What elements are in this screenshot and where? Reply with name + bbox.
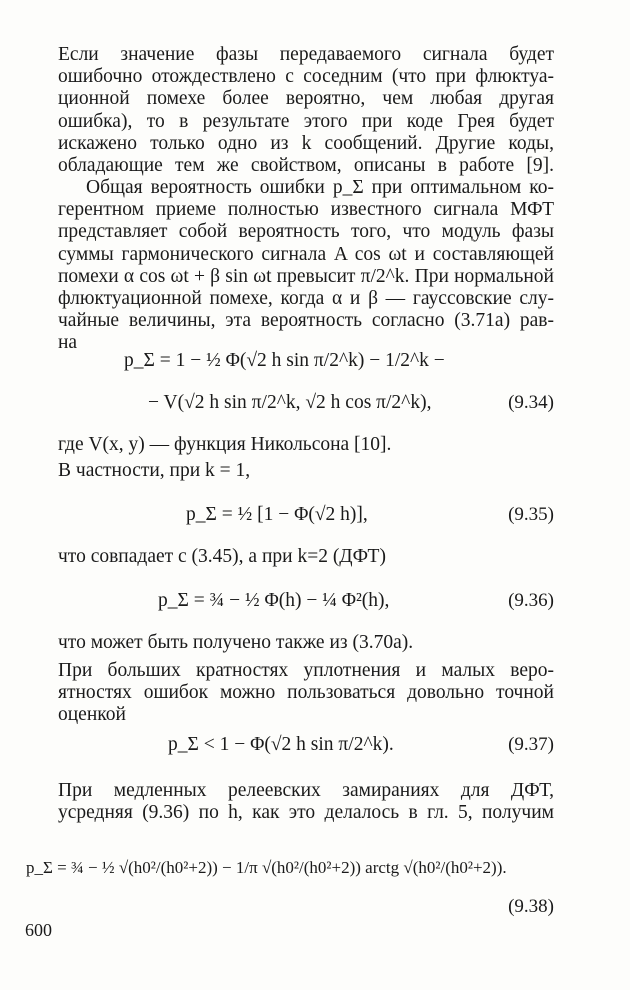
equation-number: (9.35) xyxy=(508,504,554,525)
text-line: В частности, при k = 1, xyxy=(58,460,251,481)
equation-9-37: p_Σ < 1 − Φ(√2 h sin π/2^k). xyxy=(168,734,394,755)
text-line: флюктуационной помехе, когда α и β — гауссовские слу- xyxy=(58,288,554,310)
equation-number: (9.36) xyxy=(508,590,554,611)
text-line: обладающие тем же свойством, описаны в работе [9]. xyxy=(58,155,554,177)
nicholson-function-line xyxy=(58,434,554,456)
text-line: оценкой xyxy=(58,704,126,726)
text-line: суммы гармонического сигнала A cos ωt и составляющей xyxy=(58,243,554,265)
equation-number: (9.38) xyxy=(508,896,554,917)
text-line: ционной помехе более вероятно, чем любая другая xyxy=(58,88,554,110)
text-line: Общая вероятность ошибки p_Σ при оптимальном ко- xyxy=(86,177,554,198)
equation-number: (9.34) xyxy=(508,392,554,413)
obtained-line xyxy=(58,632,554,654)
page-number: 600 xyxy=(25,920,52,940)
equation-9-34-line-2: − V(√2 h sin π/2^k, √2 h cos π/2^k), xyxy=(148,392,432,413)
text-line: герентном приеме полностью известного сигнала МФТ xyxy=(58,199,554,221)
text-line: ошибочно отождествлено с соседним (что при флюктуа- xyxy=(58,66,554,88)
paragraph-rayleigh xyxy=(58,780,554,824)
equation-9-35: p_Σ = ½ [1 − Φ(√2 h)], xyxy=(186,504,368,525)
paragraph-gray-code xyxy=(58,44,554,177)
text-line: помехи α cos ωt + β sin ωt превысит π/2^k. При нормальной xyxy=(58,265,554,287)
text-line: что совпадает с (3.45), а при k=2 (ДФТ) xyxy=(58,546,386,567)
text-line: При медленных релеевских замираниях для ДФТ, xyxy=(58,780,554,801)
paragraph-estimate xyxy=(58,660,554,727)
text-line: где V(x, y) — функция Никольсона [10]. xyxy=(58,434,392,455)
text-line: ятностях ошибок можно пользоваться довольно точной xyxy=(58,682,554,704)
text-line: что может быть получено также из (3.70а). xyxy=(58,632,414,653)
paragraph-error-probability xyxy=(58,177,554,355)
text-line: ошибка), то в результате этого при коде Грея будет xyxy=(58,110,554,132)
particular-case-line xyxy=(58,460,554,482)
text-line: на xyxy=(58,332,78,354)
coincides-line xyxy=(58,546,554,568)
equation-9-34-line-1: p_Σ = 1 − ½ Φ(√2 h sin π/2^k) − 1/2^k − xyxy=(124,350,445,371)
text-line: искажено только одно из k сообщений. Другие коды, xyxy=(58,132,554,154)
equation-9-36: p_Σ = ¾ − ½ Φ(h) − ¼ Φ²(h), xyxy=(158,590,390,611)
equation-9-38: p_Σ = ¾ − ½ √(h0²/(h0²+2)) − 1/π √(h0²/(h0²+2)) arctg √(h0²/(h0²+2)). xyxy=(26,858,507,877)
text-line: Если значение фазы передаваемого сигнала будет xyxy=(58,44,554,65)
text-line: усредняя (9.36) по h, как это делалось в гл. 5, получим xyxy=(58,802,554,824)
text-line: При больших кратностях уплотнения и малых веро- xyxy=(58,660,554,681)
equation-number: (9.37) xyxy=(508,734,554,755)
text-line: чайные величины, эта вероятность согласно (3.71а) рав- xyxy=(58,310,554,332)
text-line: представляет собой вероятность того, что модуль фазы xyxy=(58,221,554,243)
